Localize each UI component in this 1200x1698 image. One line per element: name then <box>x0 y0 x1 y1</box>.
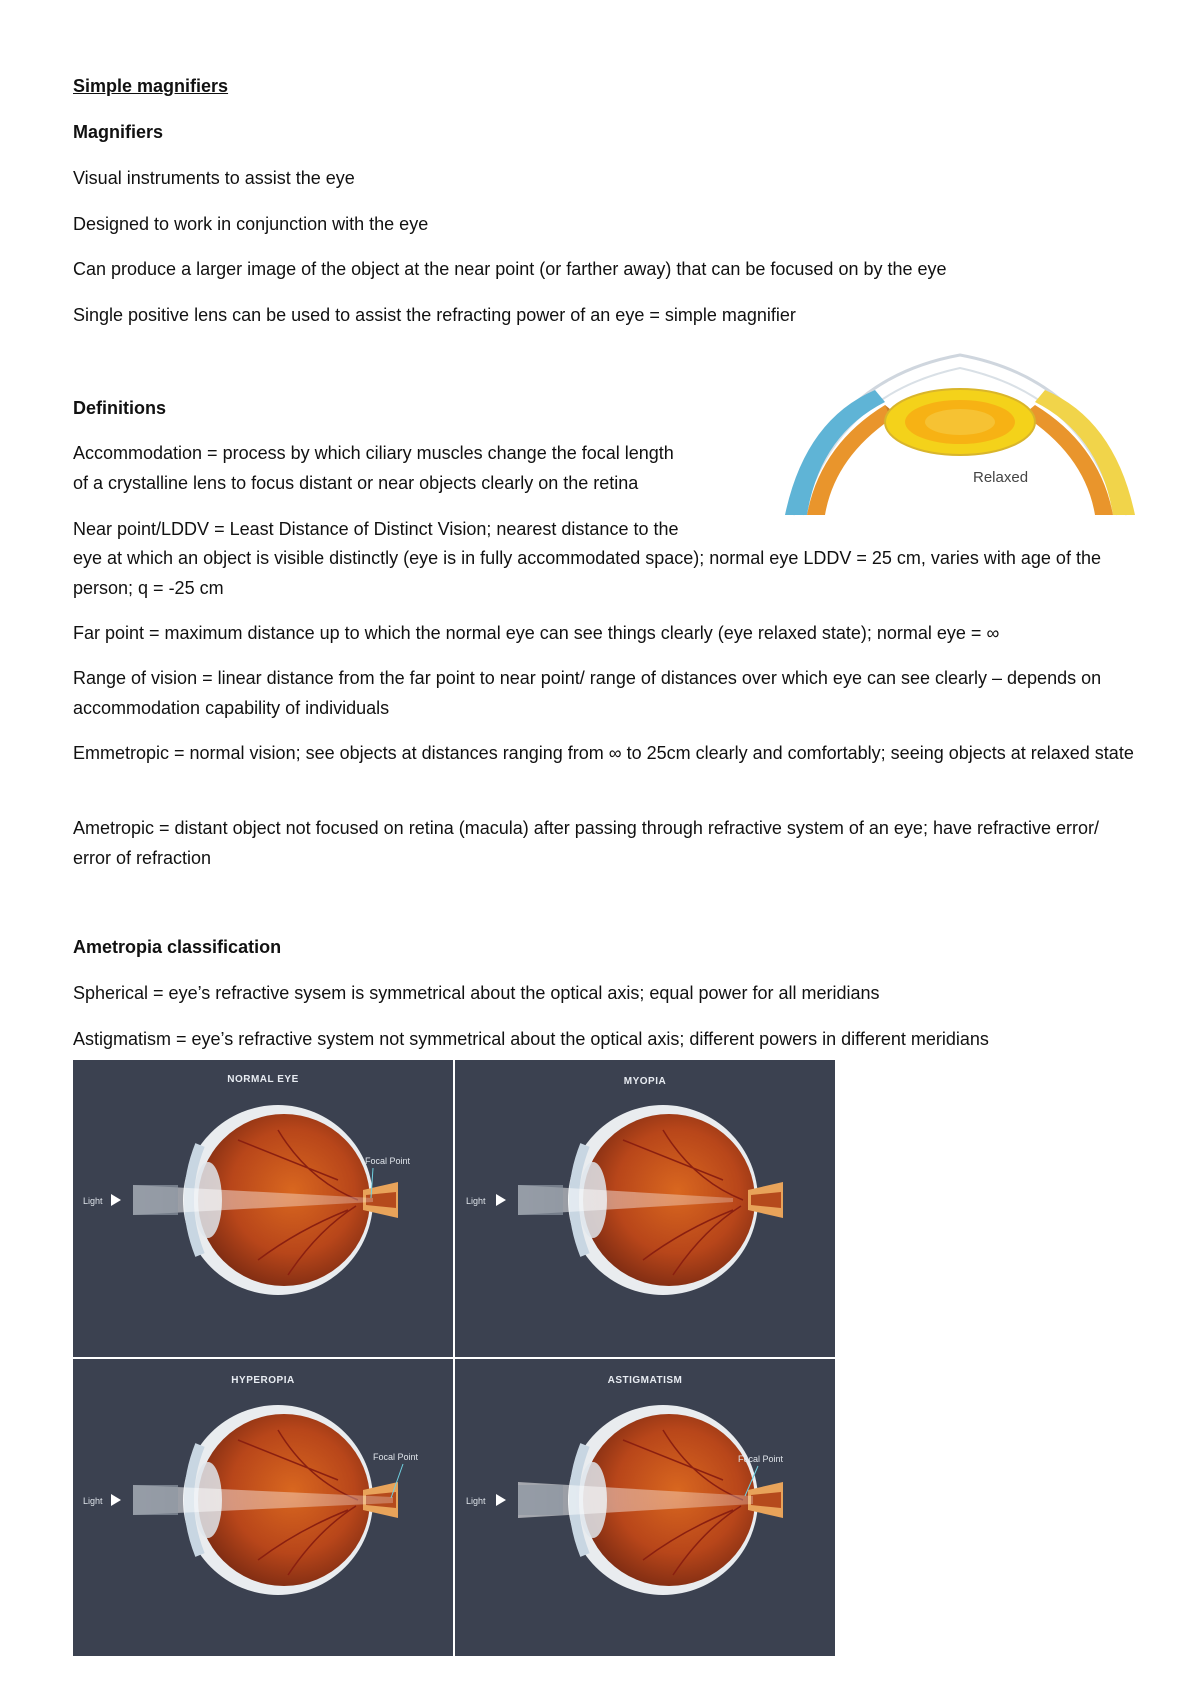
classification-heading: Ametropia classification <box>73 937 282 957</box>
relaxed-label: Relaxed <box>973 469 1029 486</box>
focal-label-astigmatism: Focal Point <box>738 1454 784 1464</box>
paragraph: Designed to work in conjunction with the eye <box>73 214 429 234</box>
panel-title-normal: NORMAL EYE <box>227 1074 299 1085</box>
eye-refraction-illustration <box>73 1060 835 1656</box>
far-point-definition: Far point = maximum distance up to which the normal eye can see things clearly (eye relaxed state); normal eye = ∞ <box>73 623 1000 643</box>
near-point-line-1: Near point/LDDV = Least Distance of Distinct Vision; nearest distance to the <box>73 519 679 539</box>
focal-label-hyperopia: Focal Point <box>373 1452 419 1462</box>
astigmatism-definition: Astigmatism = eye’s refractive system not symmetrical about the optical axis; different powers in different meridians <box>73 1029 989 1049</box>
page-title: Simple magnifiers <box>73 76 229 96</box>
paragraph: Can produce a larger image of the object at the near point (or farther away) that can be focused on by the eye <box>73 259 947 279</box>
ametropic-definition: Ametropic = distant object not focused on retina (macula) after passing through refractive system of an eye; have refractive error/ error of refraction <box>73 818 1099 868</box>
relaxed-lens-illustration <box>785 350 1135 520</box>
panel-title-hyperopia: HYPEROPIA <box>231 1375 295 1386</box>
emmetropic-definition: Emmetropic = normal vision; see objects at distances ranging from ∞ to 25cm clearly and comfortably; seeing objects at relaxed state <box>73 743 1134 763</box>
panel-title-astigmatism: ASTIGMATISM <box>607 1375 683 1386</box>
light-label-normal: Light <box>83 1196 103 1206</box>
relaxed-lens-figure <box>785 350 1135 520</box>
panel-title-myopia: MYOPIA <box>623 1076 667 1087</box>
near-point-rest: eye at which an object is visible distinctly (eye is in fully accommodated space); normal eye LDDV = 25 cm, varies with age of the person; q = -25 cm <box>73 548 1101 598</box>
accommodation-line-1: Accommodation = process by which ciliary muscles change the focal length <box>73 443 674 463</box>
spherical-definition: Spherical = eye’s refractive sysem is symmetrical about the optical axis; equal power for all meridians <box>73 983 880 1003</box>
paragraph: Visual instruments to assist the eye <box>73 168 355 188</box>
range-definition: Range of vision = linear distance from the far point to near point/ range of distances over which eye can see clearly – depends on accommodation capability of individuals <box>73 668 1102 718</box>
light-label-astigmatism: Light <box>466 1496 486 1506</box>
accommodation-line-2: of a crystalline lens to focus distant or near objects clearly on the retina <box>73 473 639 493</box>
magnifiers-heading: Magnifiers <box>73 122 164 142</box>
definitions-heading: Definitions <box>73 398 166 418</box>
focal-label-normal: Focal Point <box>365 1156 411 1166</box>
light-label-hyperopia: Light <box>83 1496 103 1506</box>
paragraph: Single positive lens can be used to assist the refracting power of an eye = simple magnifier <box>73 305 796 325</box>
eye-refraction-figure <box>73 1060 835 1656</box>
light-label-myopia: Light <box>466 1196 486 1206</box>
